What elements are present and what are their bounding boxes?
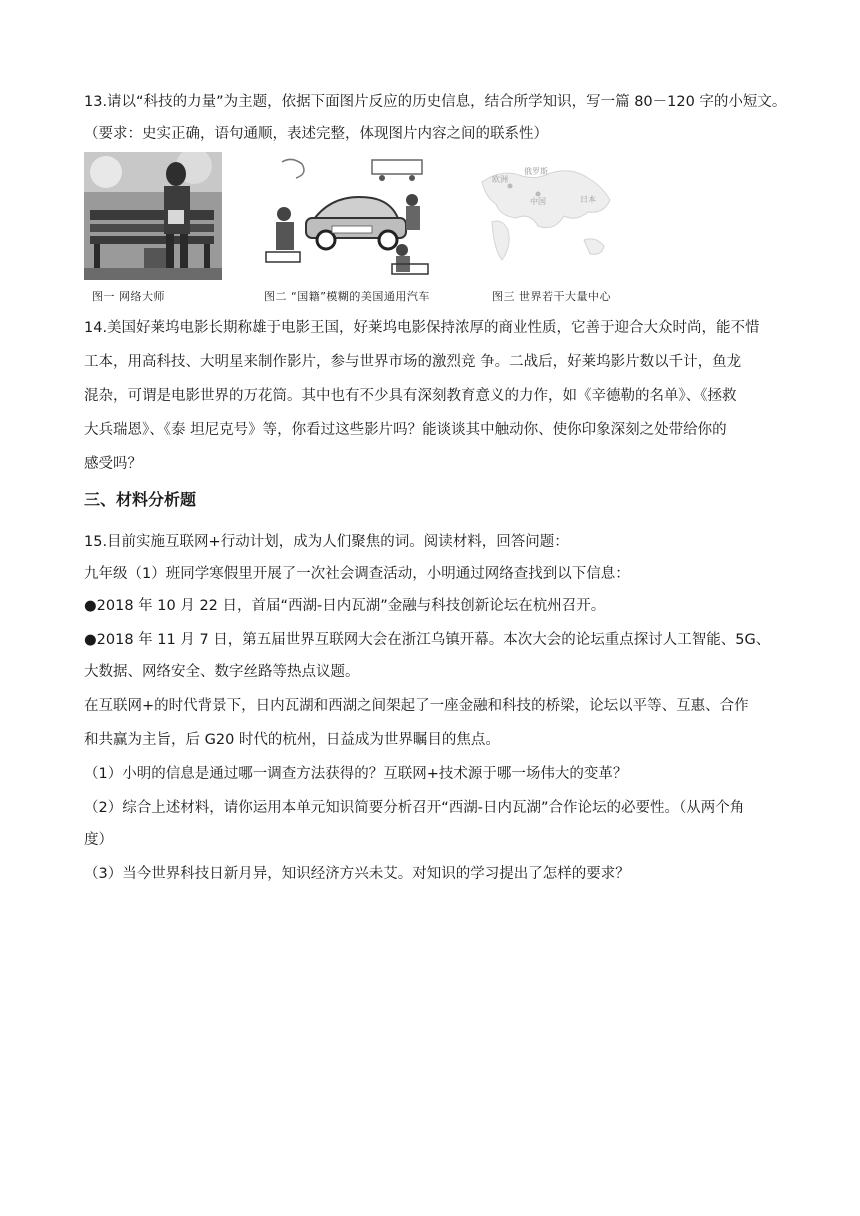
q13-line-1: 13.请以“科技的力量”为主题，依据下面图片反应的历史信息，结合所学知识，写一篇 80－120 字的小短文。 bbox=[84, 94, 787, 110]
q14-line-1: 14.美国好莱坞电影长期称雄于电影王国，好莱坞电影保持浓厚的商业性质，它善于迎合大众时尚，能不惜 bbox=[84, 320, 760, 336]
fig3-label-russia: 俄罗斯 bbox=[524, 167, 548, 176]
fig3-caption: 图三 世界若干大量中心 bbox=[492, 290, 611, 303]
q14-line-3: 混杂，可谓是电影世界的万花筒。其中也有不少具有深刻教育意义的力作，如《辛德勒的名单》、《拯救 bbox=[84, 388, 737, 404]
q14-line-5: 感受吗？ bbox=[84, 456, 142, 472]
q15-sub-question-3: （3）当今世界科技日新月异，知识经济方兴未艾。对知识的学习提出了怎样的要求？ bbox=[84, 866, 630, 882]
fig1-photo bbox=[84, 152, 222, 280]
fig3-label-europe: 欧洲 bbox=[492, 175, 508, 184]
fig3-label-china: 中国 bbox=[530, 197, 546, 206]
q15-bullet-2-line-1: ●2018 年 11 月 7 日，第五届世界互联网大会在浙江乌镇开幕。本次大会的论坛重点探讨人工智能、5G、 bbox=[84, 632, 771, 648]
q14-line-4: 大兵瑞恩》、《泰 坦尼克号》等，你看过这些影片吗？能谈谈其中触动你、使你印象深刻之处带给你的 bbox=[84, 422, 727, 438]
fig3-label-japan: 日本 bbox=[580, 195, 596, 204]
fig2-cartoon bbox=[262, 152, 442, 280]
section-3-heading: 三、材料分析题 bbox=[84, 490, 197, 509]
q15-sub-question-1: （1）小明的信息是通过哪一调查方法获得的？互联网+技术源于哪一场伟大的变革？ bbox=[84, 766, 628, 782]
fig2-caption: 图二 “国籍”模糊的美国通用汽车 bbox=[264, 290, 430, 303]
q15-intro: 15.目前实施互联网+行动计划，成为人们聚焦的词。阅读材料，回答问题： bbox=[84, 534, 569, 550]
fig1-caption: 图一 网络大师 bbox=[92, 290, 165, 303]
q15-bullet-1: ●2018 年 10 月 22 日，首届“西湖-日内瓦湖”金融与科技创新论坛在杭州召开。 bbox=[84, 598, 606, 614]
q15-bullet-2-line-2: 大数据、网络安全、数字丝路等热点议题。 bbox=[84, 664, 360, 680]
q14-line-2: 工本，用高科技、大明星来制作影片，参与世界市场的激烈竞 争。二战后，好莱坞影片数以千计，鱼龙 bbox=[84, 354, 742, 370]
q15-context: 九年级（1）班同学寒假里开展了一次社会调查活动，小明通过网络查找到以下信息： bbox=[84, 566, 630, 582]
q15-sub-question-2-line-1: （2）综合上述材料，请你运用本单元知识简要分析召开“西湖-日内瓦湖”合作论坛的必要性。（从两个角 bbox=[84, 800, 745, 816]
q13-line-2: （要求：史实正确，语句通顺，表述完整，体现图片内容之间的联系性） bbox=[84, 126, 548, 142]
q15-paragraph-line-1: 在互联网+的时代背景下，日内瓦湖和西湖之间架起了一座金融和科技的桥梁，论坛以平等、互惠、合作 bbox=[84, 698, 749, 714]
q15-sub-question-2-line-2: 度） bbox=[84, 832, 113, 848]
q15-paragraph-line-2: 和共赢为主旨，后 G20 时代的杭州，日益成为世界瞩目的焦点。 bbox=[84, 732, 500, 748]
fig3-world-map bbox=[472, 152, 622, 280]
q13-figures bbox=[84, 152, 644, 304]
